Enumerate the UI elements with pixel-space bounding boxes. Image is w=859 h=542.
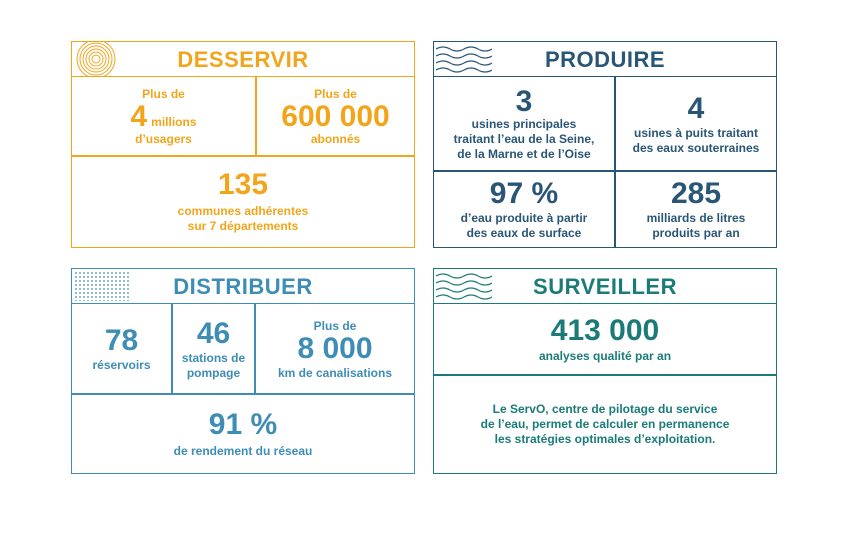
pipes-prefix: Plus de <box>313 318 357 333</box>
efficiency-number: 91 % <box>208 407 278 441</box>
volume-number: 285 <box>670 176 722 210</box>
analyses-label: analyses qualité par an <box>538 349 672 363</box>
communes-stat <box>72 157 414 247</box>
users-number: 4 <box>130 100 148 133</box>
surface-share-line2: des eaux de surface <box>466 225 582 240</box>
pipes-stat <box>256 306 414 393</box>
distribuer-panel <box>71 268 415 474</box>
well-plants-number: 4 <box>687 91 705 125</box>
main-plants-number: 3 <box>515 85 533 118</box>
users-stat <box>72 79 255 155</box>
surveiller-panel <box>433 268 777 474</box>
distribuer-header <box>72 269 414 304</box>
subscribers-stat <box>257 79 414 155</box>
communes-number: 135 <box>217 168 269 201</box>
servo-description <box>434 376 776 473</box>
volume-stat <box>616 172 776 247</box>
produire-header <box>434 42 776 77</box>
pumping-line2: pompage <box>186 365 241 380</box>
analyses-number: 413 000 <box>550 314 660 347</box>
volume-line2: produits par an <box>652 225 740 240</box>
desservir-title: DESSERVIR <box>177 47 309 72</box>
servo-line3: les stratégies optimales d’exploitation. <box>494 432 716 446</box>
reservoirs-number: 78 <box>104 324 139 357</box>
main-plants-line1: usines principales <box>471 117 577 131</box>
main-plants-line2: traitant l’eau de la Seine, <box>453 132 595 146</box>
surface-share-line1: d’eau produite à partir <box>460 210 588 225</box>
desservir-panel <box>71 41 415 248</box>
surveiller-header <box>434 269 776 304</box>
desservir-header <box>72 42 414 77</box>
users-label: d’usagers <box>135 132 192 146</box>
efficiency-stat <box>72 395 414 473</box>
distribuer-title: DISTRIBUER <box>173 274 313 299</box>
pipes-label: km de canalisations <box>277 365 393 380</box>
main-plants-line3: de la Marne et de l’Oise <box>457 147 591 161</box>
subscribers-label: abonnés <box>310 132 361 146</box>
servo-line2: de l’eau, permet de calculer en permanence <box>480 417 730 431</box>
produire-panel <box>433 41 777 248</box>
well-plants-line2: des eaux souterraines <box>632 140 760 155</box>
subscribers-prefix: Plus de <box>314 87 357 101</box>
well-plants-stat <box>616 79 776 170</box>
pumping-line1: stations de <box>181 350 246 365</box>
produire-title: PRODUIRE <box>544 47 666 72</box>
analyses-stat <box>434 306 776 374</box>
surface-share-number: 97 % <box>489 176 559 210</box>
communes-label-line1: communes adhérentes <box>177 204 309 218</box>
subscribers-number: 600 000 <box>281 100 390 133</box>
pipes-number: 8 000 <box>297 331 373 365</box>
reservoirs-stat <box>72 306 171 393</box>
reservoirs-label: réservoirs <box>92 358 151 372</box>
surveiller-title: SURVEILLER <box>533 274 677 299</box>
users-unit: millions <box>151 115 197 129</box>
main-plants-stat <box>434 79 614 170</box>
users-prefix: Plus de <box>142 87 185 101</box>
pumping-stat <box>173 306 254 393</box>
pumping-number: 46 <box>196 316 231 350</box>
volume-line1: milliards de litres <box>646 210 746 225</box>
communes-label-line2: sur 7 départements <box>187 219 299 233</box>
surface-share-stat <box>434 172 614 247</box>
efficiency-label: de rendement du réseau <box>173 443 313 458</box>
well-plants-line1: usines à puits traitant <box>633 125 759 140</box>
servo-line1: Le ServO, centre de pilotage du service <box>492 402 718 416</box>
